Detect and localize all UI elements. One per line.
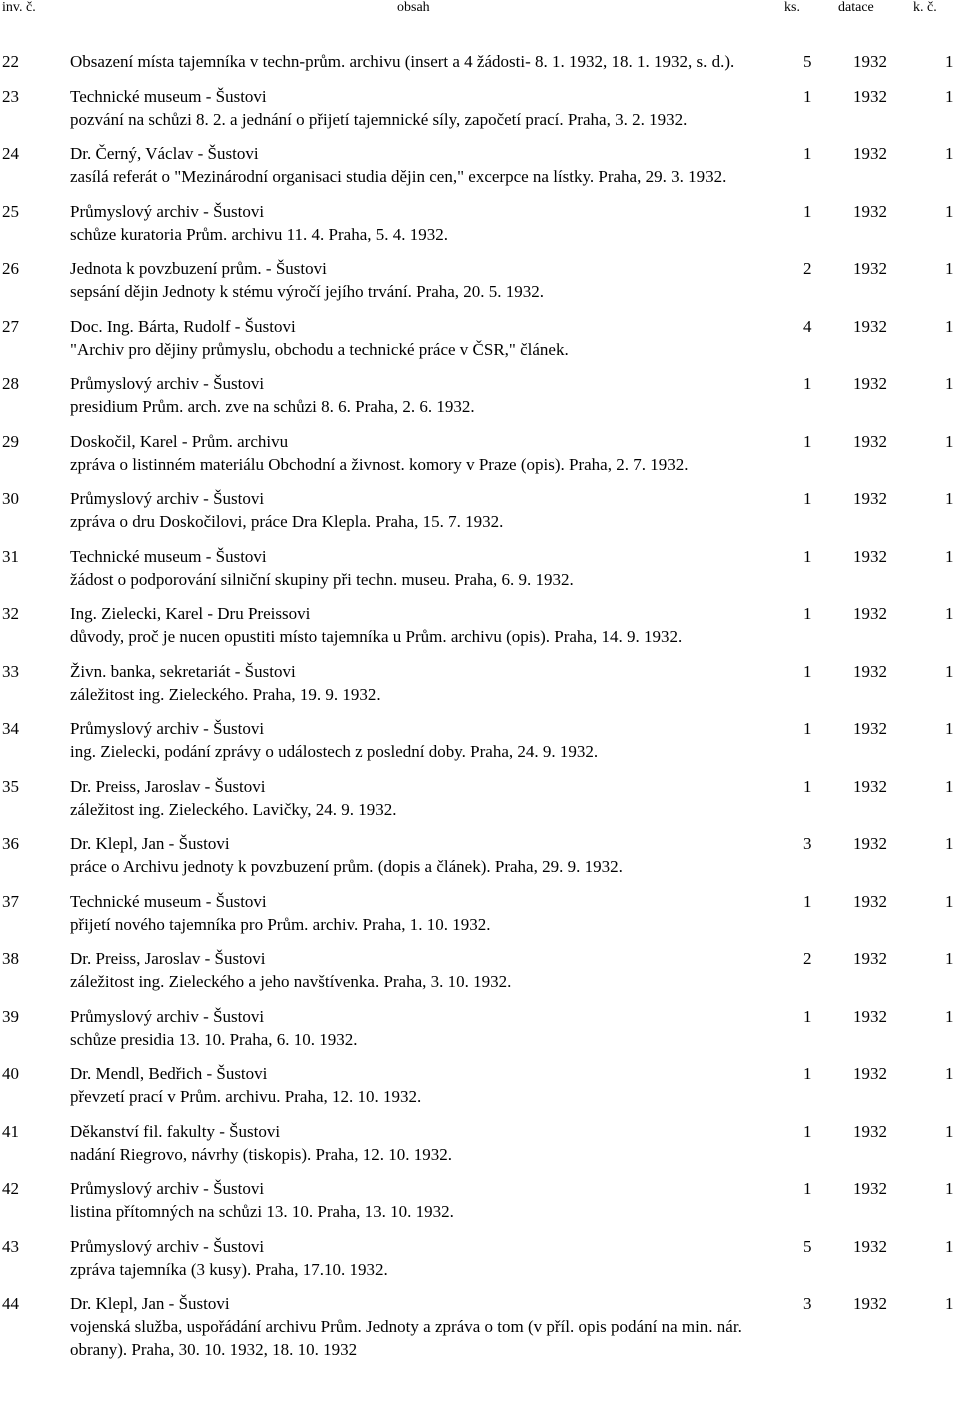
- dating-year: 1932: [853, 1121, 887, 1141]
- inventory-row: [0, 85, 960, 131]
- entry-title: Průmyslový archiv - Šustovi: [70, 1236, 265, 1256]
- pieces-count: 2: [803, 259, 812, 278]
- pieces-count: 1: [803, 661, 812, 681]
- entry-content: [70, 1005, 785, 1051]
- inventory-row: [0, 947, 960, 993]
- dating-year: 1932: [853, 489, 887, 508]
- box-number: 1: [945, 1006, 954, 1026]
- inventory-row: [0, 257, 960, 303]
- entry-description: schůze presidia 13. 10. Praha, 6. 10. 1932.: [70, 1029, 358, 1049]
- entry-content: [70, 890, 785, 936]
- inventory-row: [0, 200, 960, 246]
- inventory-row: [0, 487, 960, 533]
- inv-number: 23: [2, 86, 19, 106]
- dating-year: 1932: [853, 52, 887, 71]
- entry-description: ing. Zielecki, podání zprávy o událostech z poslední doby. Praha, 24. 9. 1932.: [70, 742, 599, 761]
- entry-content: [70, 602, 785, 648]
- box-number: 1: [945, 546, 954, 566]
- dating-year: 1932: [853, 1294, 887, 1313]
- entry-title: Dr. Preiss, Jaroslav - Šustovi: [70, 949, 266, 968]
- header-pieces: ks.: [784, 0, 800, 15]
- inv-number: 33: [2, 661, 19, 681]
- box-number: 1: [945, 52, 954, 71]
- entry-description: presidium Prům. arch. zve na schůzi 8. 6. Praha, 2. 6. 1932.: [70, 397, 475, 416]
- pieces-count: 1: [803, 604, 812, 623]
- inventory-row: [0, 890, 960, 936]
- entry-description: vojenská služba, uspořádání archivu Prům. Jednoty a zpráva o tom (v příl. opis podání na min. nár. obrany). Praha, 30. 10. 1932, 18. 10. 1932: [70, 1317, 742, 1359]
- entry-content: [70, 142, 785, 188]
- inventory-row: [0, 1120, 960, 1166]
- pieces-count: 1: [803, 719, 812, 738]
- inv-number: 27: [2, 316, 19, 336]
- box-number: 1: [945, 86, 954, 106]
- box-number: 1: [945, 661, 954, 681]
- entry-description: žádost o podporování silniční skupiny při techn. museu. Praha, 6. 9. 1932.: [70, 569, 574, 589]
- dating-year: 1932: [853, 891, 887, 911]
- entry-title: Technické museum - Šustovi: [70, 86, 267, 106]
- inv-number: 31: [2, 546, 19, 566]
- inv-number: 28: [2, 374, 19, 393]
- dating-year: 1932: [853, 604, 887, 623]
- inventory-row: [0, 142, 960, 188]
- dating-year: 1932: [853, 719, 887, 738]
- entry-title: Průmyslový archiv - Šustovi: [70, 201, 265, 221]
- pieces-count: 3: [803, 834, 812, 853]
- entry-description: práce o Archivu jednoty k povzbuzení prům. (dopis a článek). Praha, 29. 9. 1932.: [70, 857, 623, 876]
- dating-year: 1932: [853, 1006, 887, 1026]
- entry-title: Průmyslový archiv - Šustovi: [70, 1179, 265, 1198]
- entry-description: sepsání dějin Jednoty k stému výročí jejího trvání. Praha, 20. 5. 1932.: [70, 282, 545, 301]
- inv-number: 40: [2, 1064, 19, 1083]
- entry-description: záležitost ing. Zieleckého a jeho navštívenka. Praha, 3. 10. 1932.: [70, 972, 512, 991]
- box-number: 1: [945, 259, 954, 278]
- entry-description: "Archiv pro dějiny průmyslu, obchodu a technické práce v ČSR," článek.: [70, 339, 569, 359]
- entry-description: listina přítomných na schůzi 13. 10. Praha, 13. 10. 1932.: [70, 1202, 454, 1221]
- box-number: 1: [945, 776, 954, 796]
- pieces-count: 1: [803, 86, 812, 106]
- entry-title: Průmyslový archiv - Šustovi: [70, 374, 265, 393]
- entry-description: záležitost ing. Zieleckého. Lavičky, 24. 9. 1932.: [70, 799, 397, 819]
- box-number: 1: [945, 489, 954, 508]
- box-number: 1: [945, 1064, 954, 1083]
- inventory-row: [0, 50, 960, 73]
- entry-title: Ing. Zielecki, Karel - Dru Preissovi: [70, 604, 311, 623]
- entry-content: [70, 1177, 785, 1223]
- inv-number: 42: [2, 1179, 19, 1198]
- dating-year: 1932: [853, 1236, 887, 1256]
- box-number: 1: [945, 316, 954, 336]
- dating-year: 1932: [853, 201, 887, 221]
- inv-number: 36: [2, 834, 19, 853]
- inv-number: 37: [2, 891, 19, 911]
- inventory-row: [0, 430, 960, 476]
- entry-content: [70, 487, 785, 533]
- box-number: 1: [945, 1294, 954, 1313]
- pieces-count: 1: [803, 144, 812, 163]
- dating-year: 1932: [853, 776, 887, 796]
- inv-number: 25: [2, 201, 19, 221]
- entry-description: zasílá referát o "Mezinárodní organisaci studia dějin cen," excerpce na lístky. Praha, 29. 3. 1932.: [70, 167, 727, 186]
- entry-content: [70, 545, 785, 591]
- pieces-count: 1: [803, 1121, 812, 1141]
- inv-number: 26: [2, 259, 19, 278]
- pieces-count: 1: [803, 1006, 812, 1026]
- inv-number: 24: [2, 144, 19, 163]
- inventory-row: [0, 1005, 960, 1051]
- box-number: 1: [945, 1121, 954, 1141]
- entry-title: Technické museum - Šustovi: [70, 891, 267, 911]
- entry-description: pozvání na schůzi 8. 2. a jednání o přijetí tajemnické síly, započetí prací. Praha, 3. 2. 1932.: [70, 109, 688, 129]
- dating-year: 1932: [853, 86, 887, 106]
- entry-description: zpráva tajemníka (3 kusy). Praha, 17.10. 1932.: [70, 1259, 388, 1279]
- dating-year: 1932: [853, 1179, 887, 1198]
- box-number: 1: [945, 719, 954, 738]
- entry-content: [70, 200, 785, 246]
- entry-title: Průmyslový archiv - Šustovi: [70, 1006, 265, 1026]
- entry-description: převzetí prací v Prům. archivu. Praha, 12. 10. 1932.: [70, 1087, 422, 1106]
- dating-year: 1932: [853, 546, 887, 566]
- entry-description: záležitost ing. Zieleckého. Praha, 19. 9. 1932.: [70, 684, 381, 704]
- dating-year: 1932: [853, 259, 887, 278]
- inv-number: 29: [2, 431, 19, 451]
- dating-year: 1932: [853, 144, 887, 163]
- inventory-row: [0, 602, 960, 648]
- entry-content: [70, 430, 785, 476]
- dating-year: 1932: [853, 316, 887, 336]
- entry-content: [70, 947, 785, 993]
- entry-title: Průmyslový archiv - Šustovi: [70, 719, 265, 738]
- pieces-count: 1: [803, 1064, 812, 1083]
- inventory-row: [0, 660, 960, 706]
- box-number: 1: [945, 834, 954, 853]
- inv-number: 41: [2, 1121, 19, 1141]
- entry-title: Doskočil, Karel - Prům. archivu: [70, 431, 289, 451]
- header-content: obsah: [397, 0, 430, 15]
- inventory-row: [0, 832, 960, 878]
- pieces-count: 2: [803, 949, 812, 968]
- dating-year: 1932: [853, 1064, 887, 1083]
- entry-title: Živn. banka, sekretariát - Šustovi: [70, 661, 296, 681]
- pieces-count: 3: [803, 1294, 812, 1313]
- inv-number: 35: [2, 776, 19, 796]
- box-number: 1: [945, 949, 954, 968]
- inv-number: 22: [2, 52, 19, 71]
- entry-title: Doc. Ing. Bárta, Rudolf - Šustovi: [70, 316, 296, 336]
- box-number: 1: [945, 431, 954, 451]
- inventory-row: [0, 372, 960, 418]
- entry-title: Technické museum - Šustovi: [70, 546, 267, 566]
- inventory-row: [0, 775, 960, 821]
- pieces-count: 1: [803, 489, 812, 508]
- entry-title: Dr. Klepl, Jan - Šustovi: [70, 834, 230, 853]
- pieces-count: 1: [803, 431, 812, 451]
- pieces-count: 1: [803, 776, 812, 796]
- inventory-row: [0, 315, 960, 361]
- pieces-count: 1: [803, 374, 812, 393]
- inventory-row: [0, 545, 960, 591]
- box-number: 1: [945, 144, 954, 163]
- pieces-count: 5: [803, 52, 812, 71]
- entry-content: [70, 257, 785, 303]
- entry-description: schůze kuratoria Prům. archivu 11. 4. Praha, 5. 4. 1932.: [70, 224, 449, 244]
- inventory-row: [0, 1235, 960, 1281]
- pieces-count: 1: [803, 891, 812, 911]
- entry-title: Dr. Klepl, Jan - Šustovi: [70, 1294, 230, 1313]
- entry-content: [70, 660, 785, 706]
- entry-title: Obsazení místa tajemníka v techn-prům. archivu (insert a 4 žádosti- 8. 1. 1932, 18. 1. 1932, s. d.).: [70, 52, 735, 71]
- entry-content: [70, 372, 785, 418]
- entry-title: Děkanství fil. fakulty - Šustovi: [70, 1121, 281, 1141]
- inventory-list: [0, 50, 960, 1373]
- box-number: 1: [945, 891, 954, 911]
- inventory-row: [0, 717, 960, 763]
- column-header: [0, 0, 960, 24]
- pieces-count: 1: [803, 546, 812, 566]
- inventory-row: [0, 1177, 960, 1223]
- header-inv-number: inv. č.: [2, 0, 36, 15]
- entry-content: [70, 50, 785, 73]
- dating-year: 1932: [853, 374, 887, 393]
- dating-year: 1932: [853, 949, 887, 968]
- entry-description: přijetí nového tajemníka pro Prům. archiv. Praha, 1. 10. 1932.: [70, 914, 491, 934]
- inv-number: 43: [2, 1236, 19, 1256]
- inv-number: 32: [2, 604, 19, 623]
- entry-description: důvody, proč je nucen opustiti místo tajemníka u Prům. archivu (opis). Praha, 14. 9. 1932.: [70, 627, 683, 646]
- box-number: 1: [945, 374, 954, 393]
- dating-year: 1932: [853, 834, 887, 853]
- inv-number: 38: [2, 949, 19, 968]
- entry-title: Dr. Mendl, Bedřich - Šustovi: [70, 1064, 268, 1083]
- inv-number: 44: [2, 1294, 19, 1313]
- box-number: 1: [945, 201, 954, 221]
- inv-number: 34: [2, 719, 19, 738]
- entry-description: nadání Riegrovo, návrhy (tiskopis). Praha, 12. 10. 1932.: [70, 1144, 452, 1164]
- entry-description: zpráva o dru Doskočilovi, práce Dra Klepla. Praha, 15. 7. 1932.: [70, 512, 504, 531]
- entry-content: [70, 1062, 785, 1108]
- pieces-count: 5: [803, 1236, 812, 1256]
- pieces-count: 1: [803, 1179, 812, 1198]
- inventory-row: [0, 1292, 960, 1361]
- header-box-number: k. č.: [913, 0, 937, 15]
- inventory-row: [0, 1062, 960, 1108]
- entry-content: [70, 85, 785, 131]
- box-number: 1: [945, 1236, 954, 1256]
- pieces-count: 4: [803, 316, 812, 336]
- entry-content: [70, 1292, 785, 1361]
- header-dating: datace: [838, 0, 874, 15]
- entry-title: Dr. Preiss, Jaroslav - Šustovi: [70, 776, 266, 796]
- entry-title: Jednota k povzbuzení prům. - Šustovi: [70, 259, 327, 278]
- entry-content: [70, 775, 785, 821]
- inv-number: 39: [2, 1006, 19, 1026]
- inv-number: 30: [2, 489, 19, 508]
- entry-content: [70, 1120, 785, 1166]
- dating-year: 1932: [853, 431, 887, 451]
- box-number: 1: [945, 1179, 954, 1198]
- entry-content: [70, 315, 785, 361]
- pieces-count: 1: [803, 201, 812, 221]
- entry-content: [70, 832, 785, 878]
- box-number: 1: [945, 604, 954, 623]
- entry-content: [70, 717, 785, 763]
- dating-year: 1932: [853, 661, 887, 681]
- entry-title: Dr. Černý, Václav - Šustovi: [70, 144, 259, 163]
- entry-content: [70, 1235, 785, 1281]
- entry-description: zpráva o listinném materiálu Obchodní a živnost. komory v Praze (opis). Praha, 2. 7. 1932.: [70, 454, 689, 474]
- entry-title: Průmyslový archiv - Šustovi: [70, 489, 265, 508]
